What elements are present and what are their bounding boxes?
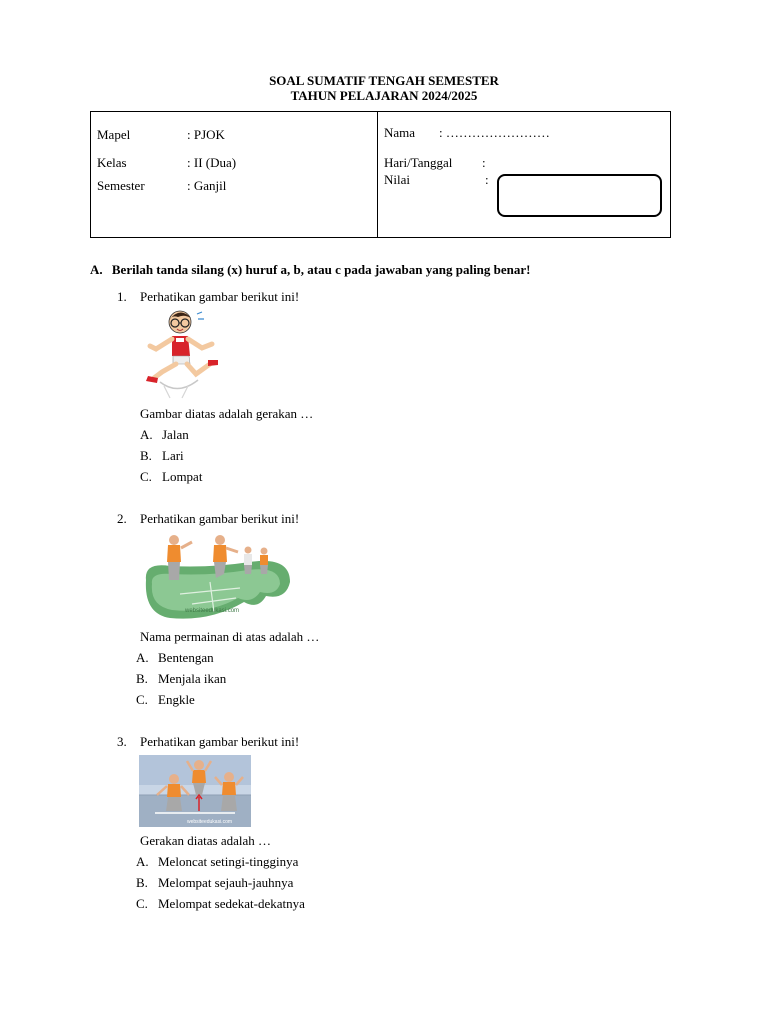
option-text[interactable]: Melompat sejauh-jauhnya — [158, 875, 294, 890]
option-letter: B. — [136, 671, 148, 686]
svg-text:websiteedukasi.com: websiteedukasi.com — [187, 819, 233, 825]
option-text[interactable]: Bentengan — [158, 650, 214, 665]
question-1-text: Gambar diatas adalah gerakan … — [140, 406, 314, 421]
student-info-table — [90, 111, 671, 238]
exam-title: SOAL SUMATIF TENGAH SEMESTER — [269, 73, 499, 88]
option-letter: A. — [136, 650, 149, 665]
semester-label: Semester — [97, 178, 145, 193]
semester-value: : Ganjil — [187, 178, 227, 193]
hari-tanggal-field[interactable]: : — [482, 155, 486, 170]
vertical-jump-icon — [139, 755, 251, 827]
question-1-number: 1. — [117, 289, 127, 304]
option-text[interactable]: Jalan — [162, 427, 189, 442]
option-text[interactable]: Melompat sedekat-dekatnya — [158, 896, 305, 911]
option-text[interactable]: Meloncat setingi-tingginya — [158, 854, 299, 869]
option-letter: C. — [140, 469, 152, 484]
option-letter: A. — [136, 854, 149, 869]
question-2-text: Nama permainan di atas adalah … — [140, 629, 320, 644]
option-text[interactable]: Lompat — [162, 469, 203, 484]
option-text[interactable]: Lari — [162, 448, 184, 463]
score-box[interactable] — [497, 174, 662, 217]
option-letter: A. — [140, 427, 153, 442]
kelas-label: Kelas — [97, 155, 127, 170]
kelas-value: : II (Dua) — [187, 155, 237, 170]
section-letter: A. — [90, 262, 103, 277]
nilai-label: Nilai — [384, 172, 410, 187]
question-3-number: 3. — [117, 734, 127, 749]
nama-field[interactable]: : …………………… — [439, 125, 550, 140]
option-letter: B. — [140, 448, 152, 463]
exam-year: TAHUN PELAJARAN 2024/2025 — [290, 88, 478, 103]
section-a-instruction — [90, 262, 531, 278]
hopscotch-children-icon — [140, 532, 294, 622]
option-text[interactable]: Engkle — [158, 692, 195, 707]
svg-text:websiteedukasi.com: websiteedukasi.com — [185, 608, 240, 614]
question-3-prompt: Perhatikan gambar berikut ini! — [140, 734, 300, 749]
nama-label: Nama — [384, 125, 416, 140]
option-letter: B. — [136, 875, 148, 890]
table-divider — [377, 112, 378, 237]
instruction-text: Berilah tanda silang (x) huruf a, b, atau c pada jawaban yang paling benar! — [111, 262, 531, 277]
running-boy-icon — [140, 308, 222, 400]
question-1-prompt: Perhatikan gambar berikut ini! — [140, 289, 300, 304]
question-2-number: 2. — [117, 511, 127, 526]
option-text[interactable]: Menjala ikan — [158, 671, 227, 686]
nilai-colon: : — [485, 172, 489, 187]
mapel-label: Mapel — [97, 127, 131, 142]
hari-tanggal-label: Hari/Tanggal — [384, 155, 453, 170]
mapel-value: : PJOK — [187, 127, 225, 142]
option-letter: C. — [136, 896, 148, 911]
question-2-prompt: Perhatikan gambar berikut ini! — [140, 511, 300, 526]
question-3-text: Gerakan diatas adalah … — [140, 833, 272, 848]
option-letter: C. — [136, 692, 148, 707]
